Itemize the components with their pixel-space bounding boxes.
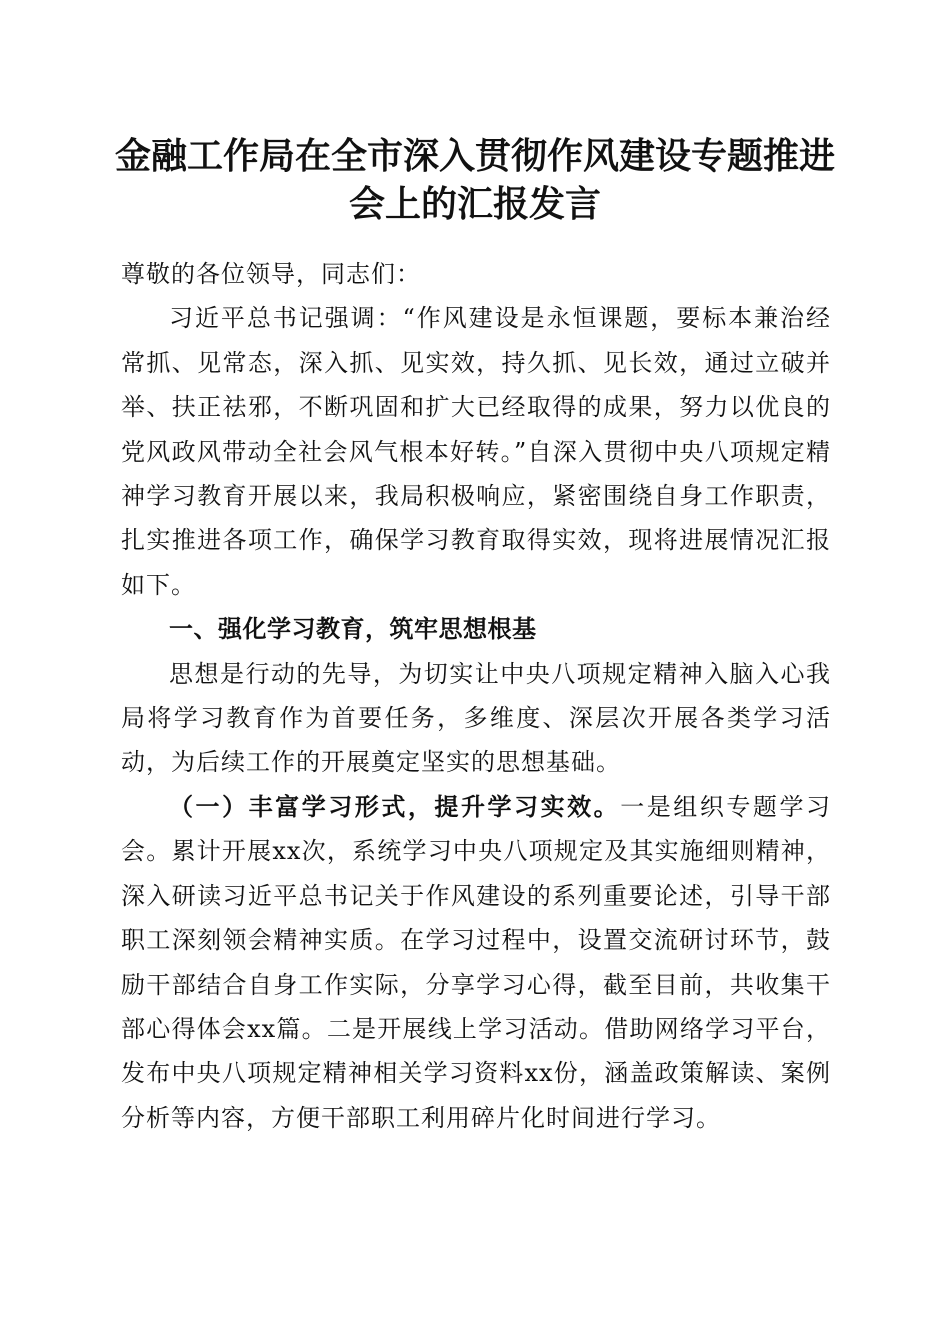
subsection-1-paragraph — [121, 785, 831, 1140]
intro-paragraph: 习近平总书记强调：“作风建设是永恒课题，要标本兼治经常抓、见常态，深入抓、见实效，持久抓、见长效，通过立破并举、扶正祛邪，不断巩固和扩大已经取得的成果，努力以优良的党风政风带动全社会风气根本好转。”自深入贯彻中央八项规定精神学习教育开展以来，我局积极响应，紧密围绕自身工作职责，扎实推进各项工作，确保学习教育取得实效，现将进展情况汇报如下。 — [121, 304, 831, 599]
subsection-1-heading: （一）丰富学习形式，提升学习实效。 — [169, 791, 621, 821]
salutation: 尊敬的各位领导，同志们： — [121, 260, 421, 288]
title-line-2: 会上的汇报发言 — [348, 183, 601, 225]
subsection-1-text: 一是组织专题学习会。累计开展xx次，系统学习中央八项规定及其实施细则精神，深入研读习近平总书记关于作风建设的系列重要论述，引导干部职工深刻领会精神实质。在学习过程中，设置交流研讨环节，鼓励干部结合自身工作实际，分享学习心得，截至目前，共收集干部心得体会xx篇。二是开展线上学习活动。借助网络学习平台，发布中央八项规定精神相关学习资料xx份，涵盖政策解读、案例分析等内容，方便干部职工利用碎片化时间进行学习。 — [121, 792, 832, 1132]
section-1-heading: 一、强化学习教育，筑牢思想根基 — [169, 615, 537, 644]
section-1-paragraph: 思想是行动的先导，为切实让中央八项规定精神入脑入心我局将学习教育作为首要任务，多维度、深层次开展各类学习活动，为后续工作的开展奠定坚实的思想基础。 — [121, 659, 831, 777]
document-body — [121, 252, 831, 1140]
document-title — [100, 132, 850, 228]
title-line-1: 金融工作局在全市深入贯彻作风建设专题推进 — [114, 135, 835, 177]
